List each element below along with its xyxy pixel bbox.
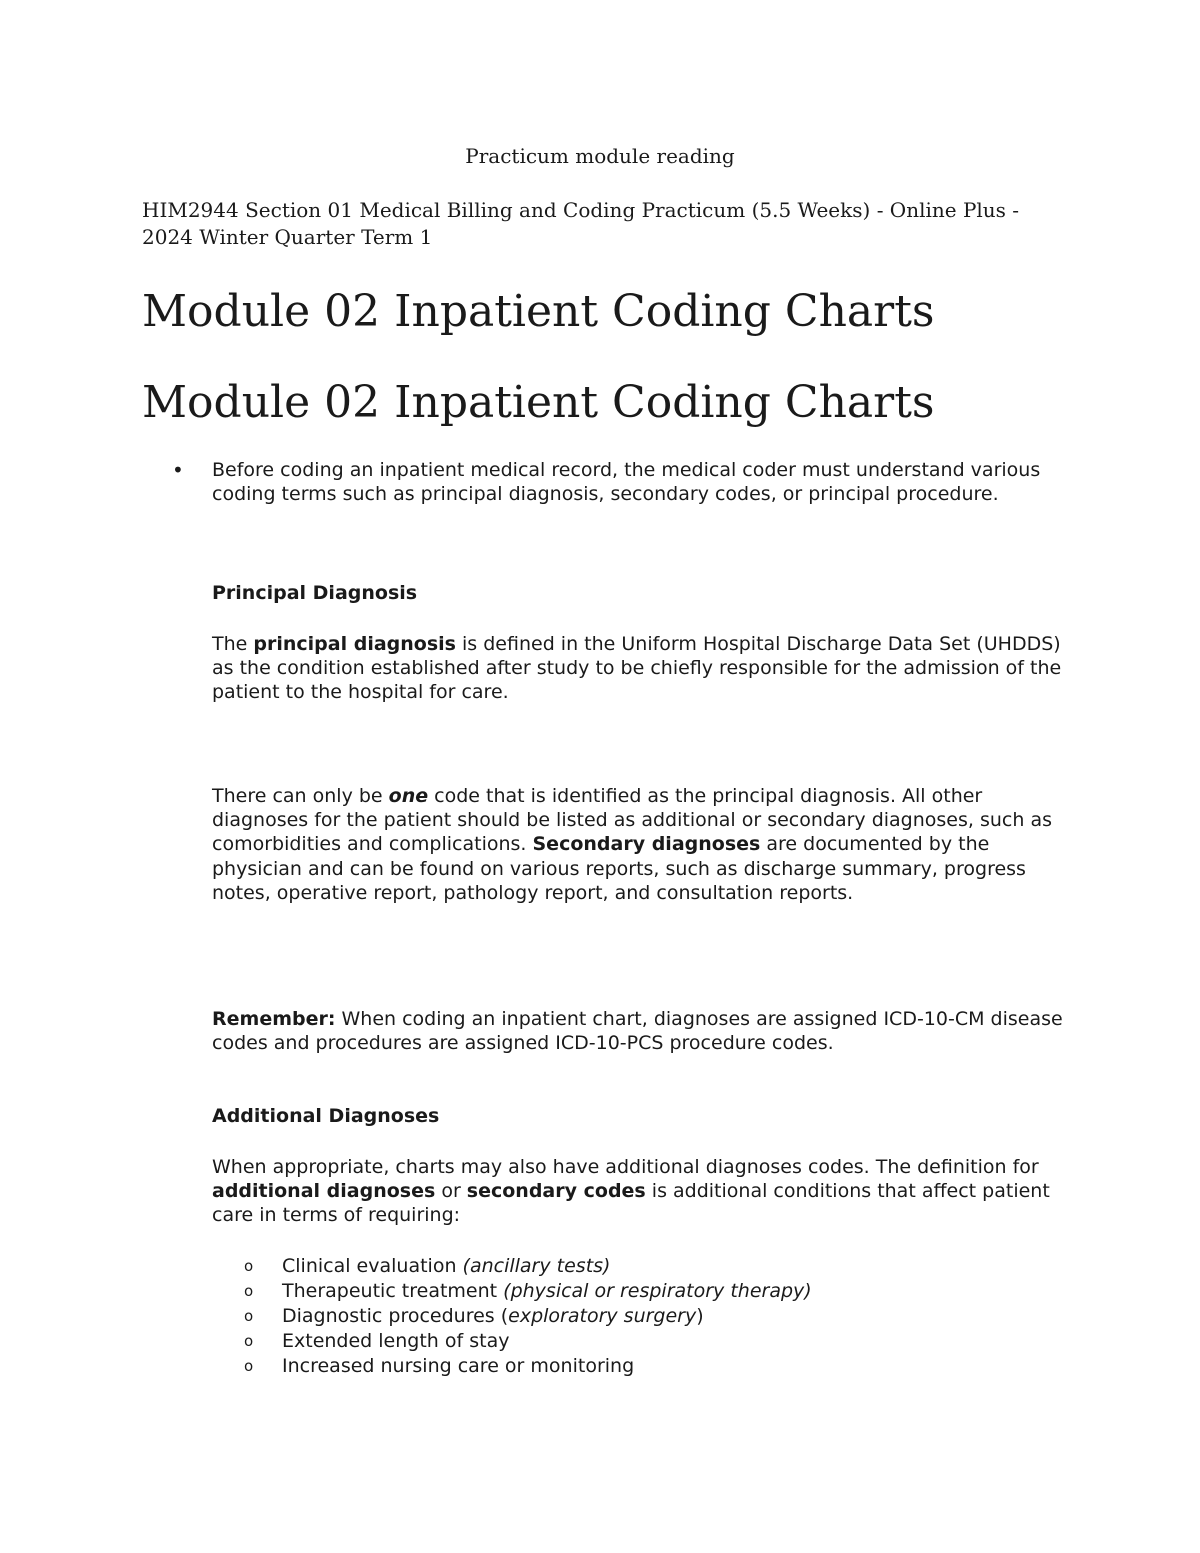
page-header: Practicum module reading [465,144,735,168]
additional-definition-paragraph [212,1155,1072,1228]
principal-diagnosis-heading: Principal Diagnosis [212,582,418,604]
item-tail: ) [696,1305,704,1327]
list-item [244,1304,1064,1329]
text-run: code that is identified as the principal diagnosis. All other diagnoses for the patient should be listed as additional or secondary diagnoses, such as comorbidities and complications. [212,785,1052,856]
item-text: Extended length of stay [282,1330,510,1352]
item-text: Clinical evaluation [282,1255,463,1277]
list-item [244,1279,1064,1304]
list-marker: o [244,1282,254,1300]
remember-text: When coding an inpatient chart, diagnoses are assigned ICD-10-CM disease codes and procedures are assigned ICD-10-PCS procedure codes. [212,1008,1063,1055]
text-run: The [212,633,254,655]
text-run: is additional conditions that affect patient care in terms of requiring: [212,1180,1050,1227]
item-detail: exploratory surgery [508,1305,697,1327]
one-emphasis: one [388,785,429,807]
list-marker: o [244,1257,254,1275]
list-item [244,1329,1064,1354]
single-principal-paragraph [212,784,1072,905]
list-marker: o [244,1332,254,1350]
course-title: HIM2944 Section 01 Medical Billing and Coding Practicum (5.5 Weeks) - Online Plus - 2024 Winter Quarter Term 1 [142,198,1020,249]
secondary-diagnoses-term: Secondary diagnoses [532,833,761,856]
list-item [244,1354,1064,1379]
item-text: Increased nursing care or monitoring [282,1355,635,1377]
item-text: Therapeutic treatment [282,1280,504,1302]
remember-label: Remember: [212,1008,336,1030]
module-heading-repeat: Module 02 Inpatient Coding Charts [142,377,935,428]
text-run: When appropriate, charts may also have additional diagnoses codes. The definition for [212,1156,1039,1178]
text-run: are documented by the physician and can be found on various reports, such as discharge summary, progress notes, operative report, pathology report, and consultation reports. [212,833,1026,904]
care-requirements-list [244,1254,1064,1379]
additional-diagnoses-heading: Additional Diagnoses [212,1105,440,1127]
text-run: is defined in the Uniform Hospital Discharge Data Set (UHDDS) as the condition established after study to be chiefly responsible for the admission of the patient to the hospital for care. [212,633,1062,704]
intro-paragraph: Before coding an inpatient medical record, the medical coder must understand various coding terms such as principal diagnosis, secondary codes, or principal procedure. [212,459,1041,506]
additional-diagnoses-term: additional diagnoses [212,1180,436,1203]
list-item [244,1254,1064,1279]
text-run: or [435,1180,467,1203]
item-text: Diagnostic procedures ( [282,1305,509,1327]
principal-definition-paragraph [212,632,1072,705]
item-detail: (ancillary tests) [462,1255,611,1277]
bullet-marker: • [172,458,184,482]
text-run: There can only be [212,785,389,807]
list-marker: o [244,1357,254,1375]
secondary-codes-term: secondary codes [466,1180,646,1203]
module-heading: Module 02 Inpatient Coding Charts [142,286,935,337]
principal-diagnosis-term: principal diagnosis [253,633,456,655]
list-marker: o [244,1307,254,1325]
item-detail: (physical or respiratory therapy) [503,1280,812,1302]
remember-note [212,1007,1072,1055]
